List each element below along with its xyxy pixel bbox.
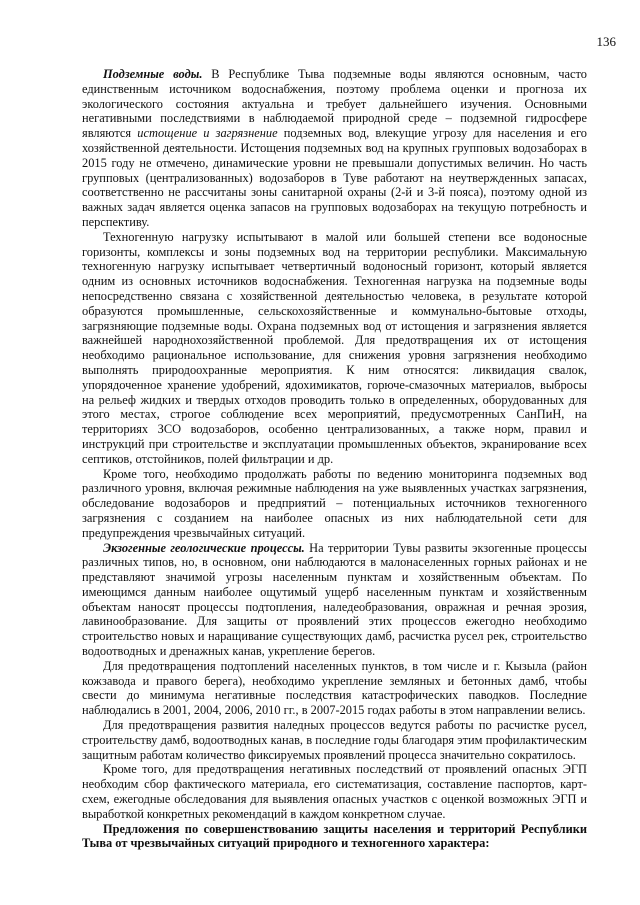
emphasis-text: истощение и загрязнение	[137, 126, 278, 141]
page-body	[82, 67, 587, 851]
paragraph-groundwater	[82, 67, 587, 230]
proposals-heading: Предложения по совершенствованию защиты населения и территорий Республики Тыва от чрезвычайных ситуаций природного и техногенного характера:	[82, 821, 587, 851]
paragraph-ice-prevention: Для предотвращения развития наледных процессов ведутся работы по расчистке русел, строительству дамб, водоотводных канав, в последние годы благодаря этим профилактическим защитным работам количество фиксируемых проявлений процесса значительно сократилось.	[82, 718, 587, 762]
heading-groundwater: Подземные воды.	[103, 67, 203, 81]
paragraph-egp: Кроме того, для предотвращения негативных последствий от проявлений опасных ЭГП необходим сбор фактического материала, его систематизация, составление паспортов, карт-схем, ежегодные обследования для выявления опасных участков с оценкой возможных ЭГП и выработкой конкретных рекомендаций в каждом конкретном случае.	[82, 762, 587, 821]
text-span: подземных вод, влекущие угрозу для населения и его хозяйственной деятельности. Истощения подземных вод на крупных групповых водозаборах в 2015 году не отмечено, динамические уровни не превышали допустимых величин. Но часть групповых (централизованных) водозаборов в Туве работают на неутвержденных запасах, соответственно не рассчитаны зоны санитарной охраны (2-й и 3-й пояса), поэтому одной из важных задач является оценка запасов на групповых водозаборах на текущую потребность и перспективу.	[82, 126, 588, 229]
paragraph-exogenous	[82, 541, 587, 659]
paragraph-flood-prevention: Для предотвращения подтоплений населенных пунктов, в том числе и г. Кызыла (район кожзавода и правого берега), необходимо укрепление земляных и бетонных дамб, чтобы свести до минимума негативные последствия катастрофических паводков. Последние наблюдались в 2001, 2004, 2006, 2010 гг., в 2007-2015 годах работы в этом направлении велись.	[82, 658, 587, 718]
text-span: На территории Тувы развиты экзогенные процессы различных типов, но, в основном, они наблюдаются в малонаселенных горных районах и не представляют значимой угрозы населенным пунктам и хозяйственным объектам. По имеющимся данным наиболее ощутимый ущерб населенным пунктам и хозяйственным объектам наносят процессы подтопления, наледеобразования, овражная и речная эрозия, лавинообразование. Для защиты от проявлений этих процессов ежегодно необходимо строительство новых и наращивание существующих дамб, расчистка русел рек, строительство водоотводных и дренажных канав, укрепление берегов.	[82, 540, 587, 659]
heading-exogenous: Экзогенные геологические процессы.	[103, 540, 305, 555]
paragraph-monitoring: Кроме того, необходимо продолжать работы по ведению мониторинга подземных вод различного уровня, включая режимные наблюдения на уже выявленных участках загрязнения, обследование водозаборов и предприятий – потенциальных источников техногенного загрязнения с созданием на наиболее опасных из них наблюдательной сети для предупреждения чрезвычайных ситуаций.	[82, 466, 587, 540]
page-number: 136	[596, 34, 616, 49]
paragraph-technogenic-load: Техногенную нагрузку испытывают в малой или большей степени все водоносные горизонты, комплексы и зоны подземных вод на территории республики. Максимальную техногенную нагрузку испытывает четвертичный водоносный горизонт, который является одним из основных источников водоснабжения. Техногенная нагрузка на подземные воды непосредственно связана с хозяйственной деятельностью человека, в результате которой образуются промышленные, сельскохозяйственные и коммунально-бытовые отходы, загрязняющие подземные воды. Охрана подземных вод от истощения и загрязнения является важнейшей народнохозяйственной проблемой. Для предотвращения их от истощения необходимо рациональное использование, для снижения уровня загрязнения необходимо выполнять природоохранные мероприятия. К ним относятся: ликвидация свалок, упорядоченное хранение удобрений, ядохимикатов, горюче-смазочных материалов, выбросы на рельеф жидких и твердых отходов проводить только в определенных, оборудованных для этого местах, строгое соблюдение всех мероприятий, предусмотренных СанПиН, на территориях ЗСО водозаборов, особенно централизованных, а также норм, правил и инструкций при строительстве и эксплуатации промышленных объектов, экранирование всех септиков, отстойников, полей фильтрации и др.	[82, 229, 587, 466]
text-span: В Республике Тыва подземные воды являются основным, часто единственным источником водоснабжения, поэтому проблема оценки и прогноза их экологического состояния актуальна и требует дальнейшего изучения. Основными негативными последствиями в наблюдаемой природной среде – подземной гидросфере являются	[82, 67, 587, 141]
